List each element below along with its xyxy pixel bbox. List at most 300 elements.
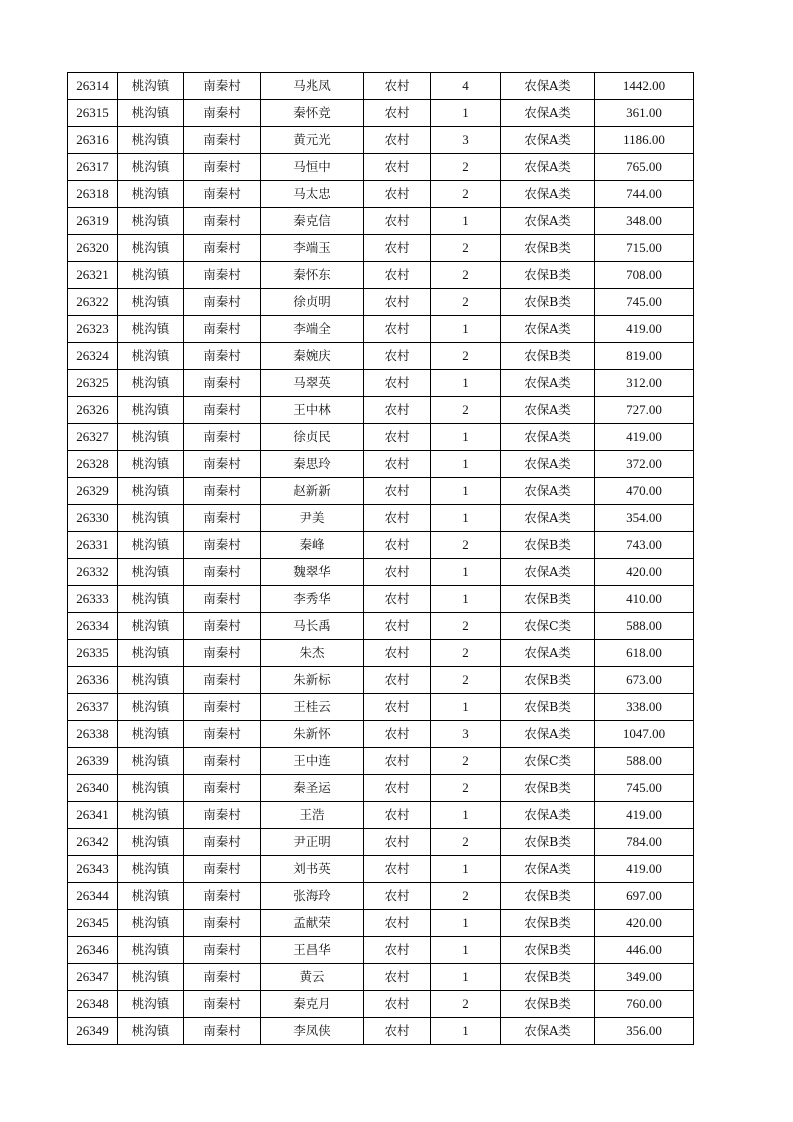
- id-cell: 26328: [68, 451, 118, 478]
- id-cell: 26333: [68, 586, 118, 613]
- id-cell: 26319: [68, 208, 118, 235]
- town-cell: 桃沟镇: [118, 262, 184, 289]
- id-cell: 26341: [68, 802, 118, 829]
- amount-cell: 356.00: [595, 1018, 694, 1045]
- insurance-class-cell: 农保A类: [501, 721, 595, 748]
- table-row: [68, 937, 694, 964]
- table-row: [68, 613, 694, 640]
- household-count-cell: 1: [431, 208, 501, 235]
- id-cell: 26317: [68, 154, 118, 181]
- village-cell: 南秦村: [184, 181, 261, 208]
- id-cell: 26344: [68, 883, 118, 910]
- area-type-cell: 农村: [364, 100, 431, 127]
- area-type-cell: 农村: [364, 1018, 431, 1045]
- amount-cell: 372.00: [595, 451, 694, 478]
- id-cell: 26348: [68, 991, 118, 1018]
- amount-cell: 349.00: [595, 964, 694, 991]
- id-cell: 26349: [68, 1018, 118, 1045]
- amount-cell: 419.00: [595, 424, 694, 451]
- town-cell: 桃沟镇: [118, 505, 184, 532]
- table-row: [68, 478, 694, 505]
- id-cell: 26318: [68, 181, 118, 208]
- insurance-class-cell: 农保B类: [501, 343, 595, 370]
- name-cell: 秦怀东: [261, 262, 364, 289]
- area-type-cell: 农村: [364, 397, 431, 424]
- household-count-cell: 2: [431, 262, 501, 289]
- town-cell: 桃沟镇: [118, 181, 184, 208]
- name-cell: 王浩: [261, 802, 364, 829]
- table-row: [68, 748, 694, 775]
- amount-cell: 1186.00: [595, 127, 694, 154]
- table-row: [68, 964, 694, 991]
- area-type-cell: 农村: [364, 910, 431, 937]
- insurance-class-cell: 农保A类: [501, 1018, 595, 1045]
- area-type-cell: 农村: [364, 559, 431, 586]
- insurance-class-cell: 农保B类: [501, 289, 595, 316]
- area-type-cell: 农村: [364, 316, 431, 343]
- id-cell: 26325: [68, 370, 118, 397]
- name-cell: 李端全: [261, 316, 364, 343]
- area-type-cell: 农村: [364, 208, 431, 235]
- insurance-class-cell: 农保A类: [501, 100, 595, 127]
- table-row: [68, 667, 694, 694]
- table-row: [68, 370, 694, 397]
- id-cell: 26347: [68, 964, 118, 991]
- household-count-cell: 1: [431, 370, 501, 397]
- town-cell: 桃沟镇: [118, 694, 184, 721]
- area-type-cell: 农村: [364, 181, 431, 208]
- household-count-cell: 2: [431, 181, 501, 208]
- village-cell: 南秦村: [184, 154, 261, 181]
- insurance-class-cell: 农保B类: [501, 910, 595, 937]
- name-cell: 刘书英: [261, 856, 364, 883]
- insurance-class-cell: 农保B类: [501, 964, 595, 991]
- name-cell: 秦峰: [261, 532, 364, 559]
- town-cell: 桃沟镇: [118, 964, 184, 991]
- amount-cell: 446.00: [595, 937, 694, 964]
- area-type-cell: 农村: [364, 235, 431, 262]
- village-cell: 南秦村: [184, 370, 261, 397]
- insurance-class-cell: 农保A类: [501, 640, 595, 667]
- name-cell: 孟献荣: [261, 910, 364, 937]
- household-count-cell: 1: [431, 937, 501, 964]
- household-count-cell: 4: [431, 73, 501, 100]
- table-row: [68, 100, 694, 127]
- household-count-cell: 1: [431, 856, 501, 883]
- area-type-cell: 农村: [364, 505, 431, 532]
- id-cell: 26327: [68, 424, 118, 451]
- village-cell: 南秦村: [184, 802, 261, 829]
- village-cell: 南秦村: [184, 100, 261, 127]
- name-cell: 李凤侠: [261, 1018, 364, 1045]
- amount-cell: 697.00: [595, 883, 694, 910]
- table-row: [68, 424, 694, 451]
- area-type-cell: 农村: [364, 613, 431, 640]
- area-type-cell: 农村: [364, 829, 431, 856]
- village-cell: 南秦村: [184, 640, 261, 667]
- household-count-cell: 2: [431, 235, 501, 262]
- area-type-cell: 农村: [364, 964, 431, 991]
- insurance-class-cell: 农保A类: [501, 181, 595, 208]
- area-type-cell: 农村: [364, 694, 431, 721]
- name-cell: 秦克信: [261, 208, 364, 235]
- name-cell: 徐贞明: [261, 289, 364, 316]
- village-cell: 南秦村: [184, 937, 261, 964]
- household-count-cell: 1: [431, 505, 501, 532]
- amount-cell: 361.00: [595, 100, 694, 127]
- id-cell: 26343: [68, 856, 118, 883]
- household-count-cell: 2: [431, 343, 501, 370]
- village-cell: 南秦村: [184, 235, 261, 262]
- table-row: [68, 262, 694, 289]
- household-count-cell: 1: [431, 559, 501, 586]
- area-type-cell: 农村: [364, 343, 431, 370]
- village-cell: 南秦村: [184, 721, 261, 748]
- name-cell: 朱新怀: [261, 721, 364, 748]
- id-cell: 26345: [68, 910, 118, 937]
- insurance-class-cell: 农保B类: [501, 694, 595, 721]
- village-cell: 南秦村: [184, 316, 261, 343]
- area-type-cell: 农村: [364, 991, 431, 1018]
- town-cell: 桃沟镇: [118, 289, 184, 316]
- insurance-class-cell: 农保B类: [501, 235, 595, 262]
- town-cell: 桃沟镇: [118, 532, 184, 559]
- name-cell: 张海玲: [261, 883, 364, 910]
- name-cell: 王桂云: [261, 694, 364, 721]
- insurance-class-cell: 农保C类: [501, 613, 595, 640]
- amount-cell: 673.00: [595, 667, 694, 694]
- household-count-cell: 2: [431, 829, 501, 856]
- household-count-cell: 2: [431, 640, 501, 667]
- insurance-class-cell: 农保B类: [501, 586, 595, 613]
- village-cell: 南秦村: [184, 505, 261, 532]
- household-count-cell: 2: [431, 667, 501, 694]
- name-cell: 黄元光: [261, 127, 364, 154]
- town-cell: 桃沟镇: [118, 100, 184, 127]
- name-cell: 秦圣运: [261, 775, 364, 802]
- amount-cell: 708.00: [595, 262, 694, 289]
- town-cell: 桃沟镇: [118, 991, 184, 1018]
- insurance-class-cell: 农保B类: [501, 262, 595, 289]
- table-row: [68, 829, 694, 856]
- village-cell: 南秦村: [184, 748, 261, 775]
- table-row: [68, 397, 694, 424]
- household-count-cell: 2: [431, 613, 501, 640]
- household-count-cell: 2: [431, 532, 501, 559]
- name-cell: 马兆凤: [261, 73, 364, 100]
- table-row: [68, 289, 694, 316]
- insurance-class-cell: 农保C类: [501, 748, 595, 775]
- table-row: [68, 154, 694, 181]
- area-type-cell: 农村: [364, 289, 431, 316]
- area-type-cell: 农村: [364, 424, 431, 451]
- area-type-cell: 农村: [364, 532, 431, 559]
- amount-cell: 618.00: [595, 640, 694, 667]
- id-cell: 26332: [68, 559, 118, 586]
- table-row: [68, 181, 694, 208]
- village-cell: 南秦村: [184, 964, 261, 991]
- area-type-cell: 农村: [364, 802, 431, 829]
- town-cell: 桃沟镇: [118, 1018, 184, 1045]
- village-cell: 南秦村: [184, 451, 261, 478]
- village-cell: 南秦村: [184, 991, 261, 1018]
- town-cell: 桃沟镇: [118, 397, 184, 424]
- name-cell: 黄云: [261, 964, 364, 991]
- name-cell: 魏翠华: [261, 559, 364, 586]
- household-count-cell: 1: [431, 316, 501, 343]
- insurance-class-cell: 农保A类: [501, 505, 595, 532]
- amount-cell: 743.00: [595, 532, 694, 559]
- id-cell: 26324: [68, 343, 118, 370]
- insurance-class-cell: 农保B类: [501, 775, 595, 802]
- id-cell: 26338: [68, 721, 118, 748]
- village-cell: 南秦村: [184, 856, 261, 883]
- insurance-class-cell: 农保A类: [501, 73, 595, 100]
- table-row: [68, 451, 694, 478]
- table-row: [68, 721, 694, 748]
- name-cell: 秦婉庆: [261, 343, 364, 370]
- household-count-cell: 1: [431, 424, 501, 451]
- id-cell: 26323: [68, 316, 118, 343]
- id-cell: 26336: [68, 667, 118, 694]
- town-cell: 桃沟镇: [118, 748, 184, 775]
- amount-cell: 784.00: [595, 829, 694, 856]
- amount-cell: 354.00: [595, 505, 694, 532]
- id-cell: 26331: [68, 532, 118, 559]
- amount-cell: 588.00: [595, 613, 694, 640]
- household-count-cell: 1: [431, 802, 501, 829]
- insurance-class-cell: 农保A类: [501, 154, 595, 181]
- id-cell: 26322: [68, 289, 118, 316]
- insurance-class-cell: 农保A类: [501, 559, 595, 586]
- village-cell: 南秦村: [184, 883, 261, 910]
- name-cell: 朱新标: [261, 667, 364, 694]
- table-row: [68, 802, 694, 829]
- amount-cell: 727.00: [595, 397, 694, 424]
- insurance-class-cell: 农保A类: [501, 370, 595, 397]
- id-cell: 26329: [68, 478, 118, 505]
- insurance-class-cell: 农保A类: [501, 397, 595, 424]
- village-cell: 南秦村: [184, 1018, 261, 1045]
- village-cell: 南秦村: [184, 586, 261, 613]
- town-cell: 桃沟镇: [118, 424, 184, 451]
- name-cell: 秦思玲: [261, 451, 364, 478]
- insurance-class-cell: 农保A类: [501, 208, 595, 235]
- name-cell: 尹美: [261, 505, 364, 532]
- records-table-body: [68, 73, 694, 1045]
- town-cell: 桃沟镇: [118, 370, 184, 397]
- village-cell: 南秦村: [184, 73, 261, 100]
- insurance-class-cell: 农保B类: [501, 667, 595, 694]
- name-cell: 徐贞民: [261, 424, 364, 451]
- amount-cell: 420.00: [595, 559, 694, 586]
- village-cell: 南秦村: [184, 559, 261, 586]
- household-count-cell: 2: [431, 883, 501, 910]
- amount-cell: 1047.00: [595, 721, 694, 748]
- table-row: [68, 127, 694, 154]
- household-count-cell: 2: [431, 775, 501, 802]
- table-row: [68, 640, 694, 667]
- town-cell: 桃沟镇: [118, 883, 184, 910]
- town-cell: 桃沟镇: [118, 586, 184, 613]
- insurance-class-cell: 农保B类: [501, 937, 595, 964]
- amount-cell: 338.00: [595, 694, 694, 721]
- household-count-cell: 2: [431, 397, 501, 424]
- area-type-cell: 农村: [364, 478, 431, 505]
- village-cell: 南秦村: [184, 127, 261, 154]
- id-cell: 26326: [68, 397, 118, 424]
- village-cell: 南秦村: [184, 478, 261, 505]
- name-cell: 王中林: [261, 397, 364, 424]
- name-cell: 朱杰: [261, 640, 364, 667]
- household-count-cell: 1: [431, 451, 501, 478]
- amount-cell: 819.00: [595, 343, 694, 370]
- insurance-class-cell: 农保B类: [501, 829, 595, 856]
- household-count-cell: 2: [431, 154, 501, 181]
- area-type-cell: 农村: [364, 640, 431, 667]
- id-cell: 26316: [68, 127, 118, 154]
- amount-cell: 745.00: [595, 289, 694, 316]
- amount-cell: 588.00: [595, 748, 694, 775]
- household-count-cell: 1: [431, 478, 501, 505]
- records-table: [67, 72, 694, 1045]
- table-row: [68, 316, 694, 343]
- table-row: [68, 532, 694, 559]
- household-count-cell: 1: [431, 964, 501, 991]
- amount-cell: 419.00: [595, 802, 694, 829]
- village-cell: 南秦村: [184, 424, 261, 451]
- town-cell: 桃沟镇: [118, 208, 184, 235]
- name-cell: 李端玉: [261, 235, 364, 262]
- amount-cell: 765.00: [595, 154, 694, 181]
- amount-cell: 420.00: [595, 910, 694, 937]
- id-cell: 26335: [68, 640, 118, 667]
- table-row: [68, 343, 694, 370]
- amount-cell: 410.00: [595, 586, 694, 613]
- town-cell: 桃沟镇: [118, 910, 184, 937]
- insurance-class-cell: 农保B类: [501, 532, 595, 559]
- table-row: [68, 235, 694, 262]
- id-cell: 26337: [68, 694, 118, 721]
- name-cell: 马翠英: [261, 370, 364, 397]
- name-cell: 马长禹: [261, 613, 364, 640]
- village-cell: 南秦村: [184, 397, 261, 424]
- name-cell: 赵新新: [261, 478, 364, 505]
- table-row: [68, 883, 694, 910]
- name-cell: 王中连: [261, 748, 364, 775]
- household-count-cell: 2: [431, 748, 501, 775]
- household-count-cell: 3: [431, 127, 501, 154]
- amount-cell: 745.00: [595, 775, 694, 802]
- amount-cell: 419.00: [595, 316, 694, 343]
- id-cell: 26334: [68, 613, 118, 640]
- amount-cell: 470.00: [595, 478, 694, 505]
- town-cell: 桃沟镇: [118, 613, 184, 640]
- id-cell: 26320: [68, 235, 118, 262]
- village-cell: 南秦村: [184, 694, 261, 721]
- village-cell: 南秦村: [184, 829, 261, 856]
- area-type-cell: 农村: [364, 154, 431, 181]
- household-count-cell: 2: [431, 991, 501, 1018]
- town-cell: 桃沟镇: [118, 856, 184, 883]
- table-row: [68, 586, 694, 613]
- town-cell: 桃沟镇: [118, 235, 184, 262]
- household-count-cell: 1: [431, 694, 501, 721]
- name-cell: 李秀华: [261, 586, 364, 613]
- town-cell: 桃沟镇: [118, 451, 184, 478]
- table-row: [68, 208, 694, 235]
- household-count-cell: 2: [431, 289, 501, 316]
- area-type-cell: 农村: [364, 721, 431, 748]
- town-cell: 桃沟镇: [118, 829, 184, 856]
- village-cell: 南秦村: [184, 667, 261, 694]
- amount-cell: 1442.00: [595, 73, 694, 100]
- town-cell: 桃沟镇: [118, 640, 184, 667]
- area-type-cell: 农村: [364, 883, 431, 910]
- town-cell: 桃沟镇: [118, 775, 184, 802]
- town-cell: 桃沟镇: [118, 478, 184, 505]
- table-row: [68, 505, 694, 532]
- area-type-cell: 农村: [364, 73, 431, 100]
- insurance-class-cell: 农保A类: [501, 127, 595, 154]
- id-cell: 26314: [68, 73, 118, 100]
- village-cell: 南秦村: [184, 532, 261, 559]
- town-cell: 桃沟镇: [118, 937, 184, 964]
- area-type-cell: 农村: [364, 748, 431, 775]
- amount-cell: 348.00: [595, 208, 694, 235]
- area-type-cell: 农村: [364, 775, 431, 802]
- household-count-cell: 3: [431, 721, 501, 748]
- area-type-cell: 农村: [364, 370, 431, 397]
- insurance-class-cell: 农保A类: [501, 451, 595, 478]
- village-cell: 南秦村: [184, 775, 261, 802]
- insurance-class-cell: 农保A类: [501, 856, 595, 883]
- table-row: [68, 775, 694, 802]
- name-cell: 马太忠: [261, 181, 364, 208]
- area-type-cell: 农村: [364, 937, 431, 964]
- id-cell: 26339: [68, 748, 118, 775]
- amount-cell: 744.00: [595, 181, 694, 208]
- name-cell: 尹正明: [261, 829, 364, 856]
- id-cell: 26330: [68, 505, 118, 532]
- village-cell: 南秦村: [184, 289, 261, 316]
- id-cell: 26315: [68, 100, 118, 127]
- table-row: [68, 559, 694, 586]
- village-cell: 南秦村: [184, 208, 261, 235]
- town-cell: 桃沟镇: [118, 721, 184, 748]
- amount-cell: 312.00: [595, 370, 694, 397]
- amount-cell: 419.00: [595, 856, 694, 883]
- table-row: [68, 856, 694, 883]
- town-cell: 桃沟镇: [118, 667, 184, 694]
- household-count-cell: 1: [431, 910, 501, 937]
- area-type-cell: 农村: [364, 667, 431, 694]
- town-cell: 桃沟镇: [118, 802, 184, 829]
- name-cell: 王昌华: [261, 937, 364, 964]
- village-cell: 南秦村: [184, 613, 261, 640]
- town-cell: 桃沟镇: [118, 343, 184, 370]
- area-type-cell: 农村: [364, 262, 431, 289]
- insurance-class-cell: 农保A类: [501, 316, 595, 343]
- village-cell: 南秦村: [184, 262, 261, 289]
- id-cell: 26340: [68, 775, 118, 802]
- id-cell: 26346: [68, 937, 118, 964]
- table-row: [68, 694, 694, 721]
- area-type-cell: 农村: [364, 586, 431, 613]
- insurance-class-cell: 农保B类: [501, 991, 595, 1018]
- id-cell: 26342: [68, 829, 118, 856]
- area-type-cell: 农村: [364, 451, 431, 478]
